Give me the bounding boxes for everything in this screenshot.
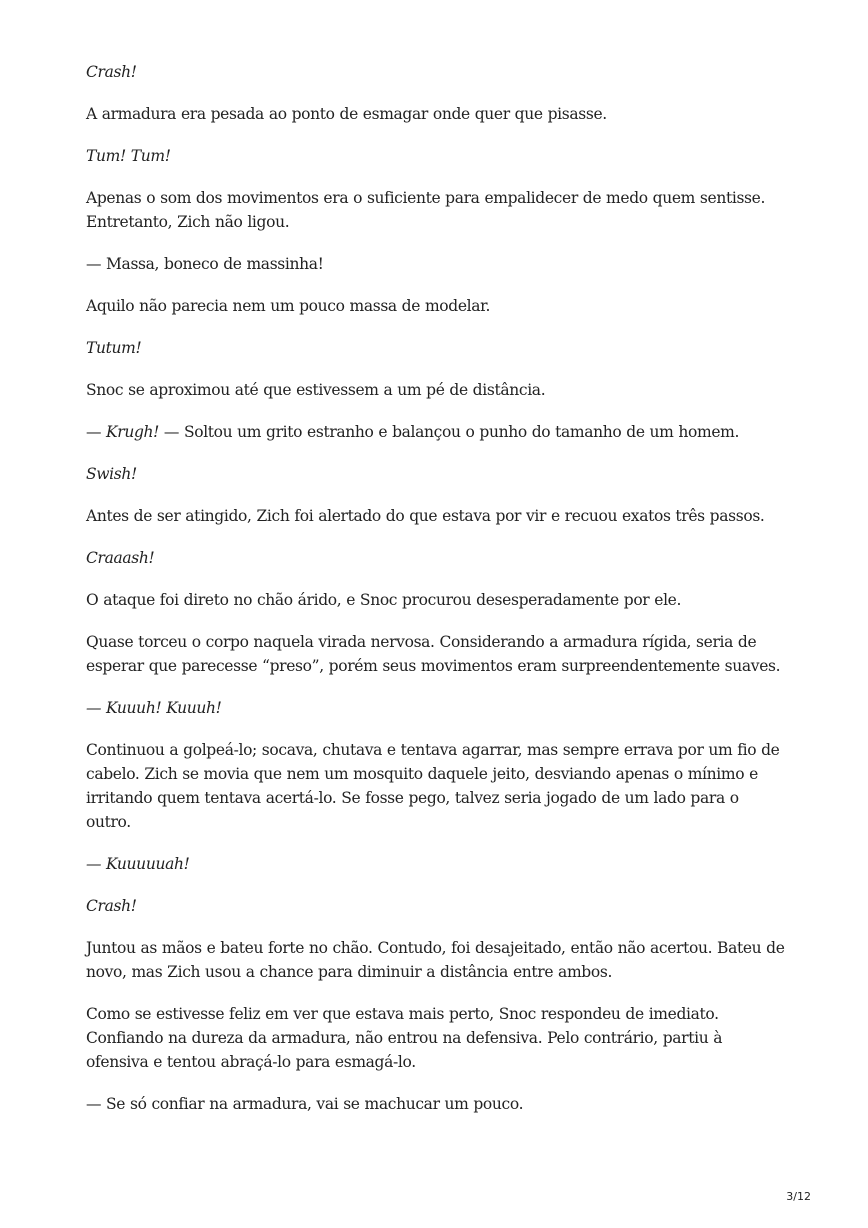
dialogue-line: — Massa, boneco de massinha!	[86, 255, 324, 273]
narration-paragraph: O ataque foi direto no chão árido, e Snoc procurou desesperadamente por ele.	[86, 591, 682, 609]
dialogue-line: — Kuuuh! Kuuuh!	[86, 699, 222, 717]
narration-paragraph: Juntou as mãos e bateu forte no chão. Contudo, foi desajeitado, então não acertou. Bateu de novo, mas Zich usou a chance para diminuir a distância entre ambos.	[86, 939, 785, 981]
narration-paragraph: Snoc se aproximou até que estivessem a um pé de distância.	[86, 381, 546, 399]
narration-paragraph: Como se estivesse feliz em ver que estava mais perto, Snoc respondeu de imediato. Confiando na dureza da armadura, não entrou na defensiva. Pelo contrário, partiu à ofensiva e tentou abraçá-lo para esmagá-lo.	[86, 1005, 723, 1071]
sound-effect: Crash!	[86, 63, 137, 81]
sound-effect: Tutum!	[86, 339, 142, 357]
dialogue-text: — Soltou um grito estranho e balançou o punho do tamanho de um homem.	[159, 423, 740, 441]
narration-paragraph: Apenas o som dos movimentos era o suficiente para empalidecer de medo quem sentisse. Entretanto, Zich não ligou.	[86, 189, 766, 231]
sound-effect: Craaash!	[86, 549, 155, 567]
page-number: 3/12	[786, 1190, 811, 1203]
dialogue-line	[86, 420, 786, 444]
narration-paragraph: Aquilo não parecia nem um pouco massa de modelar.	[86, 297, 491, 315]
sound-effect: Swish!	[86, 465, 137, 483]
document-body	[86, 60, 786, 1134]
narration-paragraph: Antes de ser atingido, Zich foi alertado do que estava por vir e recuou exatos três passos.	[86, 507, 765, 525]
dialogue-line: — Se só confiar na armadura, vai se machucar um pouco.	[86, 1095, 524, 1113]
narration-paragraph: Continuou a golpeá-lo; socava, chutava e tentava agarrar, mas sempre errava por um fio de cabelo. Zich se movia que nem um mosquito daquele jeito, desviando apenas o mínimo e irritando quem tentava acertá-lo. Se fosse pego, talvez seria jogado de um lado para o outro.	[86, 741, 780, 831]
narration-paragraph: A armadura era pesada ao ponto de esmagar onde quer que pisasse.	[86, 105, 607, 123]
dialogue-line: — Kuuuuuah!	[86, 855, 190, 873]
sound-effect: Tum! Tum!	[86, 147, 171, 165]
dialogue-dash: —	[86, 423, 107, 441]
sound-effect: Crash!	[86, 897, 137, 915]
narration-paragraph: Quase torceu o corpo naquela virada nervosa. Considerando a armadura rígida, seria de esperar que parecesse “preso”, porém seus movimentos eram surpreendentemente suaves.	[86, 633, 781, 675]
dialogue-sound: Krugh!	[106, 423, 160, 441]
